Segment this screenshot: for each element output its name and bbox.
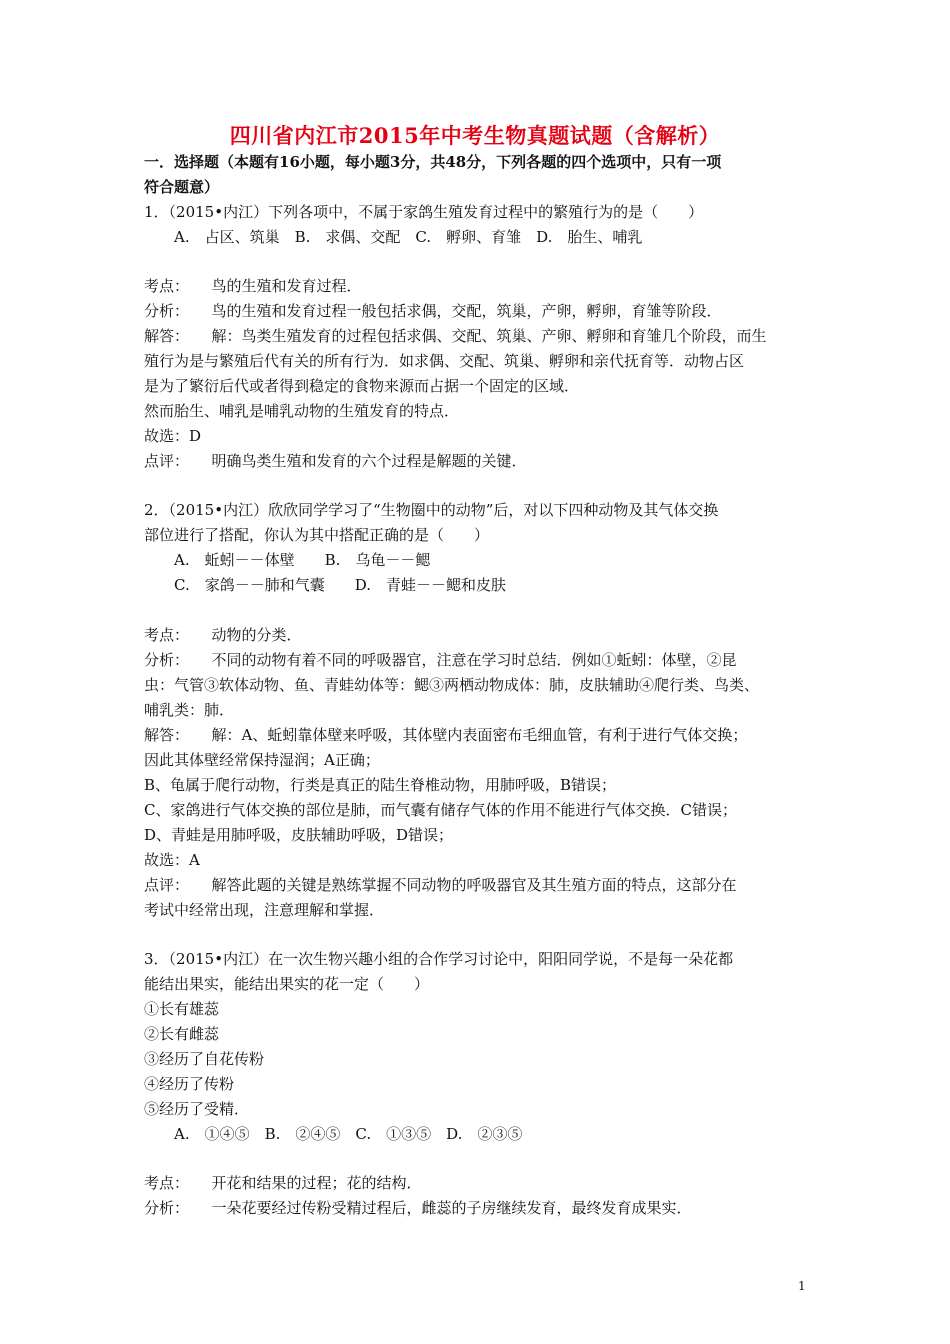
- q2-options-1: A. 蚯蚓－－体壁 B. 乌龟－－鳃: [174, 551, 431, 569]
- q2-stem-2: 部位进行了搭配，你认为其中搭配正确的是（ ）: [144, 526, 490, 544]
- q2-fenxi-3: 哺乳类：肺．: [144, 701, 235, 719]
- q1-kaodian: 考点： 鸟的生殖和发育过程．: [144, 277, 362, 295]
- q1-jieda-3: 是为了繁衍后代或者得到稳定的食物来源而占据一个固定的区域．: [144, 377, 580, 395]
- q3-item-2: ②长有雌蕊: [144, 1025, 220, 1043]
- q3-stem-1: 3．（2015•内江）在一次生物兴趣小组的合作学习讨论中，阳阳同学说，不是每一朵花都: [144, 950, 734, 968]
- q3-fenxi: 分析： 一朵花要经过传粉受精过程后，雌蕊的子房继续发育，最终发育成果实．: [144, 1199, 692, 1217]
- section-header: 一．选择题（本题有16小题，每小题3分，共48分，下列各题的四个选项中，只有一项: [144, 153, 722, 171]
- page-title: 四川省内江市2015年中考生物真题试题（含解析）: [229, 123, 721, 148]
- q3-item-5: ⑤经历了受精．: [144, 1100, 250, 1118]
- q2-jieda-3: B、龟属于爬行动物，行类是真正的陆生脊椎动物，用肺呼吸，B错误；: [144, 776, 617, 794]
- q3-item-3: ③经历了自花传粉: [144, 1050, 265, 1068]
- q2-jieda-4: C、家鸽进行气体交换的部位是肺，而气囊有储存气体的作用不能进行气体交换．C错误；: [144, 801, 737, 819]
- q1-jieda-4: 然而胎生、哺乳是哺乳动物的生殖发育的特点．: [144, 402, 460, 420]
- q3-stem-2: 能结出果实，能结出果实的花一定（ ）: [144, 975, 430, 993]
- page-number: 1: [798, 1279, 806, 1293]
- q2-comment-1: 点评： 解答此题的关键是熟练掌握不同动物的呼吸器官及其生殖方面的特点，这部分在: [144, 876, 737, 894]
- q3-item-1: ①长有雄蕊: [144, 1000, 220, 1018]
- q2-comment-2: 考试中经常出现，注意理解和掌握．: [144, 901, 385, 919]
- q1-options: A. 占区、筑巢 B. 求偶、交配 C. 孵卵、育雏 D. 胎生、哺乳: [174, 228, 643, 246]
- q2-answer: 故选：A: [144, 851, 200, 869]
- q2-stem-1: 2．（2015•内江）欣欣同学学习了“生物圈中的动物”后，对以下四种动物及其气体交换: [144, 501, 719, 519]
- q1-stem: 1．（2015•内江）下列各项中，不属于家鸽生殖发育过程中的繁殖行为的是（ ）: [144, 203, 704, 221]
- q2-jieda-5: D、青蛙是用肺呼吸，皮肤辅助呼吸，D错误；: [144, 826, 454, 844]
- q2-options-2: C. 家鸽－－肺和气囊 D. 青蛙－－鳃和皮肤: [174, 576, 506, 594]
- q1-comment: 点评： 明确鸟类生殖和发育的六个过程是解题的关键．: [144, 452, 527, 470]
- q2-jieda-1: 解答： 解：A、蚯蚓靠体壁来呼吸，其体壁内表面密布毛细血管，有利于进行气体交换；: [144, 726, 748, 744]
- q1-fenxi: 分析： 鸟的生殖和发育过程一般包括求偶，交配，筑巢，产卵，孵卵，育雏等阶段．: [144, 302, 722, 320]
- q3-options: A. ①④⑤ B. ②④⑤ C. ①③⑤ D. ②③⑤: [174, 1125, 523, 1143]
- q3-kaodian: 考点： 开花和结果的过程；花的结构．: [144, 1174, 422, 1192]
- q2-jieda-2: 因此其体壁经常保持湿润；A正确；: [144, 751, 380, 769]
- section-header-cont: 符合题意）: [144, 178, 220, 196]
- q1-jieda-1: 解答： 解：鸟类生殖发育的过程包括求偶、交配、筑巢、产卵、孵卵和育雏几个阶段，而生: [144, 327, 767, 345]
- q3-item-4: ④经历了传粉: [144, 1075, 235, 1093]
- q1-jieda-2: 殖行为是与繁殖后代有关的所有行为．如求偶、交配、筑巢、孵卵和亲代抚育等．动物占区: [144, 352, 745, 370]
- q2-kaodian: 考点： 动物的分类．: [144, 626, 302, 644]
- q2-fenxi-2: 虫：气管③软体动物、鱼、青蛙幼体等：鳃③两栖动物成体：肺，皮肤辅助④爬行类、鸟类、: [144, 676, 760, 694]
- q1-answer: 故选：D: [144, 427, 202, 445]
- q2-fenxi-1: 分析： 不同的动物有着不同的呼吸器官，注意在学习时总结．例如①蚯蚓：体壁，②昆: [144, 651, 737, 669]
